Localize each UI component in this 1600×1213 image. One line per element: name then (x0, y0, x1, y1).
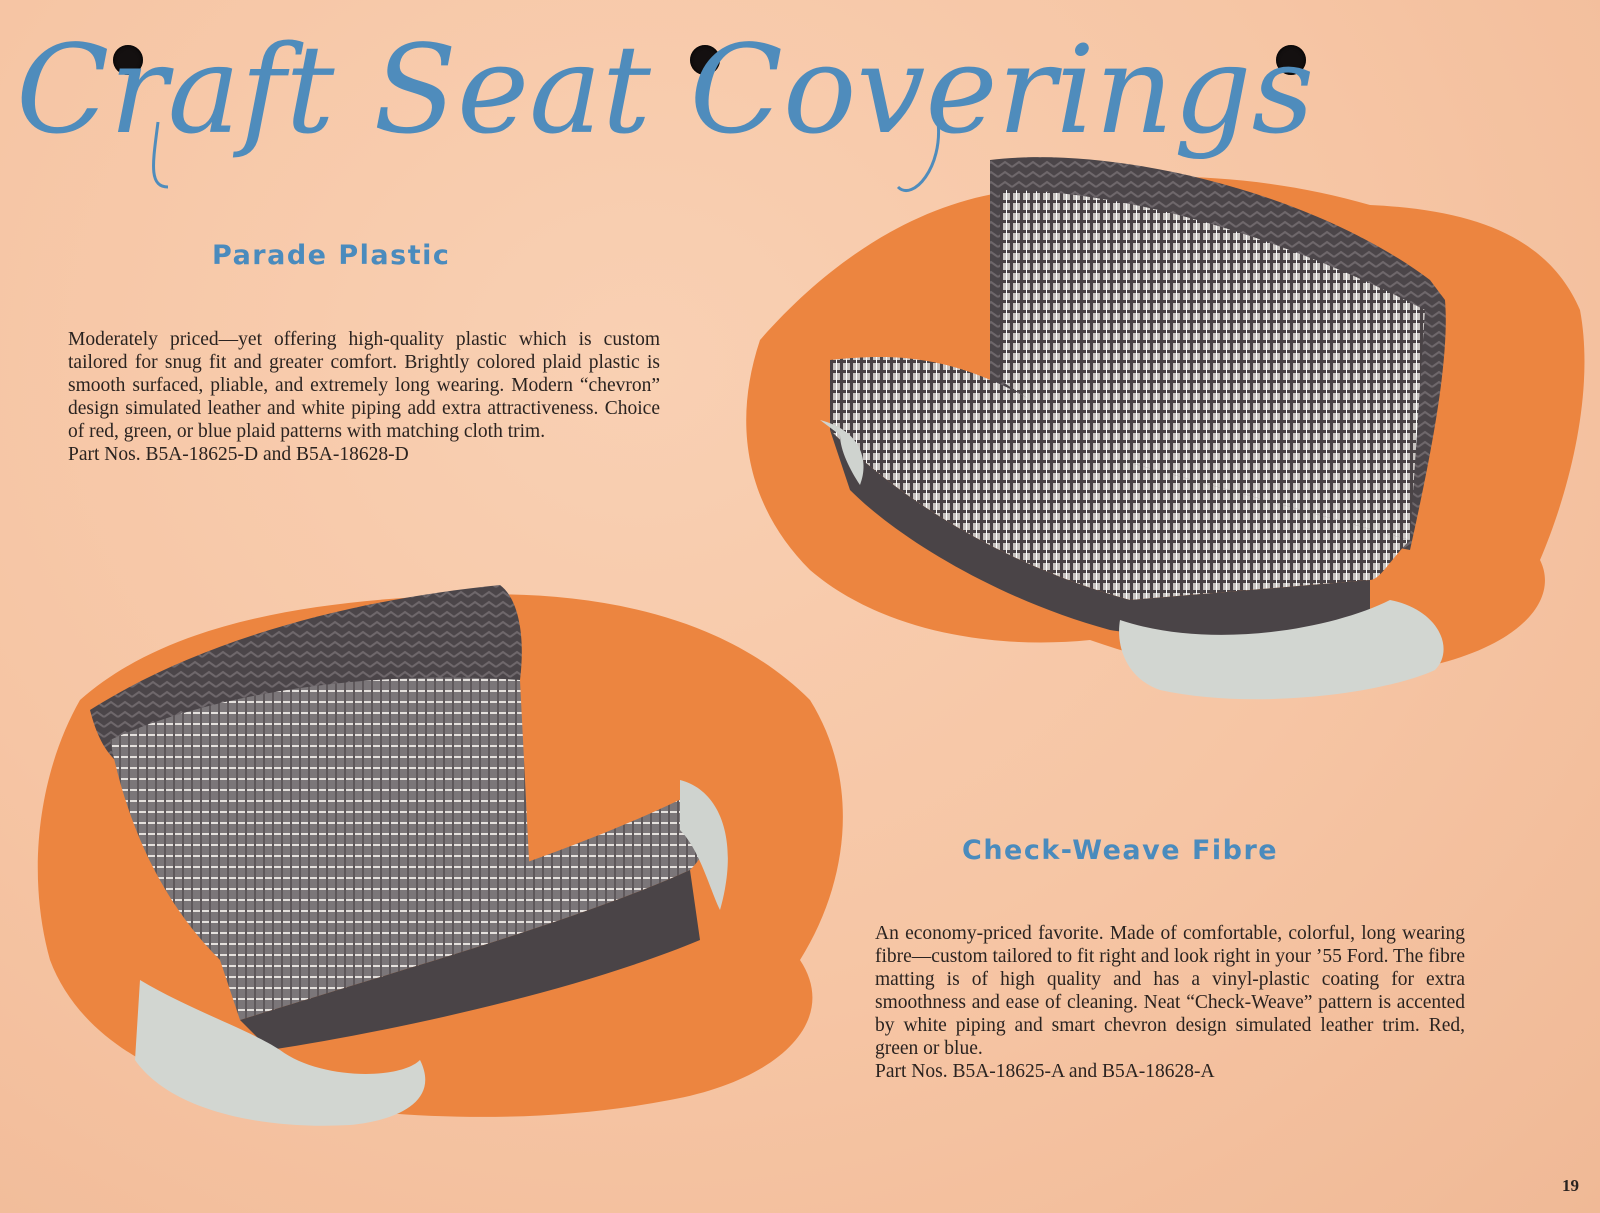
parade-plastic-part-numbers: Part Nos. B5A-18625-D and B5A-18628-D (68, 444, 409, 465)
check-weave-fibre-description (875, 922, 1465, 1083)
check-weave-seat-illustration (20, 580, 860, 1140)
parade-plastic-heading: Parade Plastic (212, 240, 451, 271)
parade-plastic-description (68, 328, 660, 466)
check-weave-fibre-description-text: An economy-priced favorite. Made of comfortable, colorful, long wearing fibre—custom tailored to fit right and look right in your ’55 Ford. The fibre matting is of high quality and has a vinyl-plastic coating for extra smoothness and ease of cleaning. Neat “Check-Weave” pattern is accented by white piping and smart chevron design simulated leather trim. Red, green or blue. (875, 923, 1465, 1059)
check-weave-fibre-heading: Check-Weave Fibre (962, 835, 1279, 866)
page-number: 19 (1562, 1176, 1579, 1195)
parade-plastic-description-text: Moderately priced—yet offering high-quality plastic which is custom tailored for snug fit and greater comfort. Brightly colored plaid plastic is smooth surfaced, pliable, and extremely long wearing. Modern “chevron” design simulated leather and white piping add extra attractiveness. Choice of red, green, or blue plaid patterns with matching cloth trim. (68, 329, 660, 442)
page-title-text: Craft Seat Coverings (16, 19, 1315, 161)
check-weave-fibre-part-numbers: Part Nos. B5A-18625-A and B5A-18628-A (875, 1061, 1215, 1082)
